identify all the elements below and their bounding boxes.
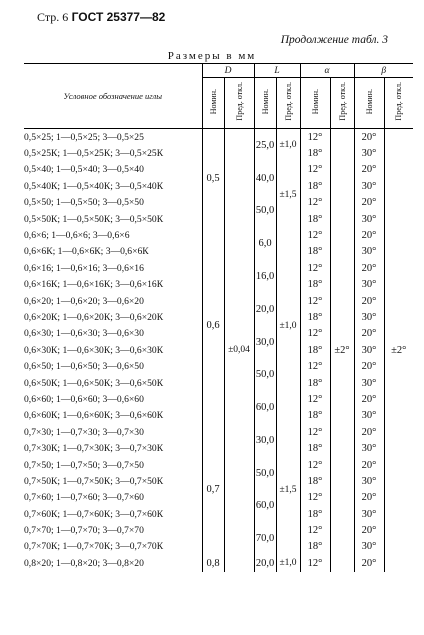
beta-nominal-cell: 30° bbox=[354, 145, 384, 161]
L-nominal-cell: 6,0 bbox=[254, 227, 276, 260]
designation-cell: 0,5×40К; 1—0,5×40К; 3—0,5×40К bbox=[24, 180, 164, 192]
L-nom-header: Номин. bbox=[260, 88, 270, 115]
L-tol-header: Пред. откл. bbox=[283, 82, 293, 121]
alpha-nominal-cell: 12° bbox=[300, 227, 330, 243]
designation-cell: 0,6×6К; 1—0,6×6К; 3—0,6×6К bbox=[24, 246, 149, 258]
alpha-nominal-cell: 12° bbox=[300, 391, 330, 407]
table-row bbox=[24, 555, 413, 571]
beta-nominal-cell: 30° bbox=[354, 309, 384, 325]
designation-header: Условное обозначение иглы bbox=[24, 64, 202, 129]
alpha-nominal-cell: 18° bbox=[300, 375, 330, 391]
designation-cell: 0,7×60; 1—0,7×60; 3—0,7×60 bbox=[24, 492, 144, 504]
alpha-nominal-cell: 12° bbox=[300, 522, 330, 538]
alpha-nominal-cell: 18° bbox=[300, 440, 330, 456]
designation-cell: 0,7×60К; 1—0,7×60К; 3—0,7×60К bbox=[24, 508, 164, 520]
designation-cell: 0,7×70К; 1—0,7×70К; 3—0,7×70К bbox=[24, 541, 164, 553]
beta-nominal-cell: 20° bbox=[354, 424, 384, 440]
designation-cell: 0,7×50К; 1—0,7×50К; 3—0,7×50К bbox=[24, 475, 164, 487]
designation-cell: 0,5×50; 1—0,5×50; 3—0,5×50 bbox=[24, 197, 144, 209]
alpha-nominal-cell: 18° bbox=[300, 244, 330, 260]
alpha-nominal-cell: 12° bbox=[300, 555, 330, 571]
alpha-tolerance-cell: ±2° bbox=[330, 129, 354, 572]
table-body bbox=[24, 129, 413, 572]
alpha-nominal-cell: 18° bbox=[300, 309, 330, 325]
D-tol-header: Пред. откл. bbox=[234, 82, 244, 121]
standard-code: ГОСТ 25377—82 bbox=[71, 10, 166, 24]
alpha-nominal-cell: 12° bbox=[300, 457, 330, 473]
L-nominal-cell: 20,0 bbox=[254, 293, 276, 326]
alpha-nominal-cell: 18° bbox=[300, 408, 330, 424]
beta-tolerance-cell: ±2° bbox=[384, 129, 413, 572]
beta-nominal-cell: 20° bbox=[354, 260, 384, 276]
D-nom-header: Номин. bbox=[208, 88, 218, 115]
beta-nominal-cell: 30° bbox=[354, 408, 384, 424]
designation-cell: 0,7×50; 1—0,7×50; 3—0,7×50 bbox=[24, 459, 144, 471]
designation-cell: 0,7×30К; 1—0,7×30К; 3—0,7×30К bbox=[24, 443, 164, 455]
L-tolerance-cell: ±1,5 bbox=[276, 424, 300, 555]
needles-table bbox=[24, 63, 413, 572]
designation-cell: 0,6×60К; 1—0,6×60К; 3—0,6×60К bbox=[24, 410, 164, 422]
L-nominal-cell: 30,0 bbox=[254, 326, 276, 359]
beta-nominal-cell: 30° bbox=[354, 440, 384, 456]
beta-nominal-cell: 20° bbox=[354, 129, 384, 146]
designation-cell: 0,7×70; 1—0,7×70; 3—0,7×70 bbox=[24, 525, 144, 537]
designation-cell: 0,5×25К; 1—0,5×25К; 3—0,5×25К bbox=[24, 148, 164, 160]
L-nominal-cell: 60,0 bbox=[254, 490, 276, 523]
beta-nominal-cell: 20° bbox=[354, 326, 384, 342]
L-nominal-cell: 25,0 bbox=[254, 129, 276, 162]
L-tolerance-cell: ±1,0 bbox=[276, 227, 300, 424]
beta-nominal-cell: 20° bbox=[354, 490, 384, 506]
alpha-nominal-cell: 18° bbox=[300, 211, 330, 227]
designation-cell: 0,8×20; 1—0,8×20; 3—0,8×20 bbox=[24, 557, 144, 569]
alpha-nominal-cell: 12° bbox=[300, 326, 330, 342]
beta-nominal-cell: 20° bbox=[354, 162, 384, 178]
designation-cell: 0,6×20; 1—0,6×20; 3—0,6×20 bbox=[24, 295, 144, 307]
beta-nominal-cell: 20° bbox=[354, 293, 384, 309]
beta-nominal-cell: 30° bbox=[354, 244, 384, 260]
alpha-nominal-cell: 18° bbox=[300, 342, 330, 358]
L-nominal-cell: 40,0 bbox=[254, 162, 276, 195]
D-nominal-cell: 0,8 bbox=[202, 555, 224, 571]
beta-nominal-cell: 20° bbox=[354, 195, 384, 211]
L-nominal-cell: 50,0 bbox=[254, 358, 276, 391]
L-tolerance-cell: ±1,5 bbox=[276, 162, 300, 228]
designation-cell: 0,6×30; 1—0,6×30; 3—0,6×30 bbox=[24, 328, 144, 340]
designation-cell: 0,6×60; 1—0,6×60; 3—0,6×60 bbox=[24, 393, 144, 405]
alpha-nominal-cell: 18° bbox=[300, 506, 330, 522]
D-nominal-cell: 0,5 bbox=[202, 129, 224, 228]
D-nominal-cell: 0,6 bbox=[202, 227, 224, 424]
beta-nominal-cell: 30° bbox=[354, 375, 384, 391]
designation-cell: 0,6×6; 1—0,6×6; 3—0,6×6 bbox=[24, 230, 130, 242]
designation-cell: 0,6×16; 1—0,6×16; 3—0,6×16 bbox=[24, 262, 144, 274]
col-beta-header: β bbox=[354, 64, 413, 78]
designation-cell: 0,6×50; 1—0,6×50; 3—0,6×50 bbox=[24, 361, 144, 373]
alpha-nominal-cell: 12° bbox=[300, 260, 330, 276]
beta-nominal-cell: 20° bbox=[354, 391, 384, 407]
alpha-nominal-cell: 12° bbox=[300, 293, 330, 309]
alpha-nominal-cell: 18° bbox=[300, 178, 330, 194]
col-L-header: L bbox=[254, 64, 300, 78]
designation-cell: 0,6×30К; 1—0,6×30К; 3—0,6×30К bbox=[24, 344, 164, 356]
designation-cell: 0,5×40; 1—0,5×40; 3—0,5×40 bbox=[24, 164, 144, 176]
designation-cell: 0,6×20К; 1—0,6×20К; 3—0,6×20К bbox=[24, 311, 164, 323]
L-nominal-cell: 50,0 bbox=[254, 195, 276, 228]
alpha-nominal-cell: 12° bbox=[300, 129, 330, 146]
beta-nominal-cell: 20° bbox=[354, 227, 384, 243]
alpha-nominal-cell: 12° bbox=[300, 490, 330, 506]
page-number: Стр. 6 bbox=[37, 10, 69, 24]
alpha-nom-header: Номин. bbox=[310, 88, 320, 115]
L-nominal-cell: 16,0 bbox=[254, 260, 276, 293]
alpha-nominal-cell: 18° bbox=[300, 473, 330, 489]
L-nominal-cell: 50,0 bbox=[254, 457, 276, 490]
designation-cell: 0,6×16К; 1—0,6×16К; 3—0,6×16К bbox=[24, 279, 164, 291]
L-nominal-cell: 60,0 bbox=[254, 391, 276, 424]
beta-nominal-cell: 30° bbox=[354, 277, 384, 293]
alpha-nominal-cell: 18° bbox=[300, 277, 330, 293]
alpha-nominal-cell: 18° bbox=[300, 145, 330, 161]
beta-nominal-cell: 20° bbox=[354, 555, 384, 571]
L-nominal-cell: 30,0 bbox=[254, 424, 276, 457]
alpha-tol-header: Пред. откл. bbox=[337, 82, 347, 121]
beta-tol-header: Пред. откл. bbox=[394, 82, 404, 121]
L-nominal-cell: 70,0 bbox=[254, 522, 276, 555]
beta-nominal-cell: 30° bbox=[354, 211, 384, 227]
page-header bbox=[37, 10, 165, 25]
sizes-title: Размеры в мм bbox=[167, 50, 257, 62]
D-tolerance-cell: ±0,04 bbox=[224, 129, 254, 572]
alpha-nominal-cell: 18° bbox=[300, 539, 330, 555]
designation-cell: 0,6×50К; 1—0,6×50К; 3—0,6×50К bbox=[24, 377, 164, 389]
col-D-header: D bbox=[202, 64, 254, 78]
beta-nominal-cell: 30° bbox=[354, 539, 384, 555]
beta-nominal-cell: 30° bbox=[354, 473, 384, 489]
beta-nom-header: Номин. bbox=[364, 88, 374, 115]
beta-nominal-cell: 20° bbox=[354, 457, 384, 473]
beta-nominal-cell: 30° bbox=[354, 506, 384, 522]
alpha-nominal-cell: 12° bbox=[300, 162, 330, 178]
designation-cell: 0,7×30; 1—0,7×30; 3—0,7×30 bbox=[24, 426, 144, 438]
L-tolerance-cell: ±1,0 bbox=[276, 129, 300, 162]
alpha-nominal-cell: 12° bbox=[300, 358, 330, 374]
designation-cell: 0,5×25; 1—0,5×25; 3—0,5×25 bbox=[24, 131, 144, 143]
alpha-nominal-cell: 12° bbox=[300, 195, 330, 211]
beta-nominal-cell: 20° bbox=[354, 358, 384, 374]
D-nominal-cell: 0,7 bbox=[202, 424, 224, 555]
L-nominal-cell: 20,0 bbox=[254, 555, 276, 571]
table-row bbox=[24, 129, 413, 146]
beta-nominal-cell: 30° bbox=[354, 342, 384, 358]
designation-cell: 0,5×50К; 1—0,5×50К; 3—0,5×50К bbox=[24, 213, 164, 225]
beta-nominal-cell: 20° bbox=[354, 522, 384, 538]
table-row bbox=[24, 227, 413, 243]
alpha-nominal-cell: 12° bbox=[300, 424, 330, 440]
col-alpha-header: α bbox=[300, 64, 354, 78]
L-tolerance-cell: ±1,0 bbox=[276, 555, 300, 571]
beta-nominal-cell: 30° bbox=[354, 178, 384, 194]
continuation-label: Продолжение табл. 3 bbox=[280, 34, 388, 46]
table-row bbox=[24, 424, 413, 440]
